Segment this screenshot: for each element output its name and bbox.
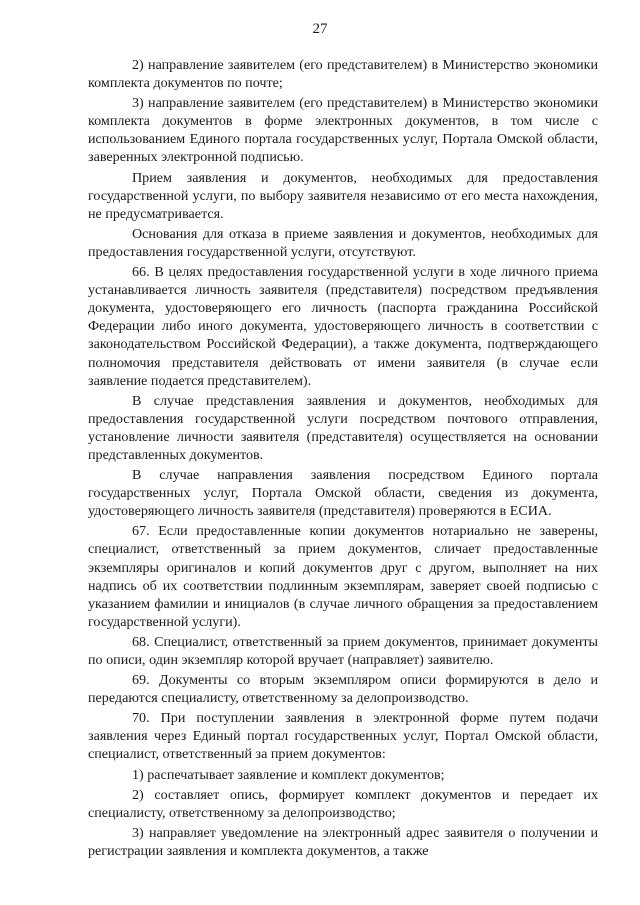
paragraph-postal-identification: В случае представления заявления и документов, необходимых для предоставления государственной услуги посредством почтового отправления, установление личности заявителя (представителя) осуществляется на основании представленных документов. [88, 392, 598, 463]
paragraph-70-item-3: 3) направляет уведомление на электронный адрес заявителя о получении и регистрации заявления и комплекта документов, а также [88, 824, 598, 859]
paragraph-item-3-electronic: 3) направление заявителем (его представителем) в Министерство экономики комплекта документов в форме электронных документов, в том числе с использованием Единого портала государственных услуг, Портала Омской области, заверенных электронной подписью. [88, 95, 598, 166]
document-body [88, 56, 598, 862]
page-number: 27 [312, 21, 328, 37]
paragraph-refusal-grounds: Основания для отказа в приеме заявления и документов, необходимых для предоставления государственной услуги, отсутствуют. [88, 225, 598, 260]
paragraph-66: 66. В целях предоставления государственной услуги в ходе личного приема устанавливается личность заявителя (представителя) посредством предъявления документа, удостоверяющего его личность (паспорта гражданина Российской Федерации либо иного документа, удостоверяющего личность в соответствии с законодательством Российской Федерации), а также документа, подтверждающего полномочия представителя действовать от имени заявителя (в случае если заявление подается представителем). [88, 264, 598, 389]
paragraph-70-item-2: 2) составляет опись, формирует комплект документов и передает их специалисту, ответственному за делопроизводство; [88, 786, 598, 821]
paragraph-portal-identification: В случае направления заявления посредством Единого портала государственных услуг, Портала Омской области, сведения из документа, удостоверяющего личность заявителя (представителя) проверяются в ЕСИА. [88, 467, 598, 520]
paragraph-68: 68. Специалист, ответственный за прием документов, принимает документы по описи, один экземпляр которой вручает (направляет) заявителю. [88, 633, 598, 668]
paragraph-70-item-1: 1) распечатывает заявление и комплект документов; [132, 766, 445, 783]
paragraph-item-2-mail: 2) направление заявителем (его представителем) в Министерство экономики комплекта документов по почте; [88, 57, 598, 92]
paragraph-67: 67. Если предоставленные копии документов нотариально не заверены, специалист, ответственный за прием документов, сличает предоставленные экземпляры оригиналов и копий документов друг с другом, выполняет на них надпись об их соответствии подлинным экземплярам, заверяет своей подписью с указанием фамилии и инициалов (в случае личного обращения за предоставлением государственной услуги). [88, 523, 598, 630]
paragraph-location-independent: Прием заявления и документов, необходимых для предоставления государственной услуги, по выбору заявителя независимо от его места нахождения, не предусматривается. [88, 169, 598, 222]
paragraph-69: 69. Документы со вторым экземпляром описи формируются в дело и передаются специалисту, ответственному за делопроизводство. [88, 672, 598, 707]
paragraph-70: 70. При поступлении заявления в электронной форме путем подачи заявления через Единый портал государственных услуг, Портал Омской области, специалист, ответственный за прием документов: [88, 710, 598, 763]
